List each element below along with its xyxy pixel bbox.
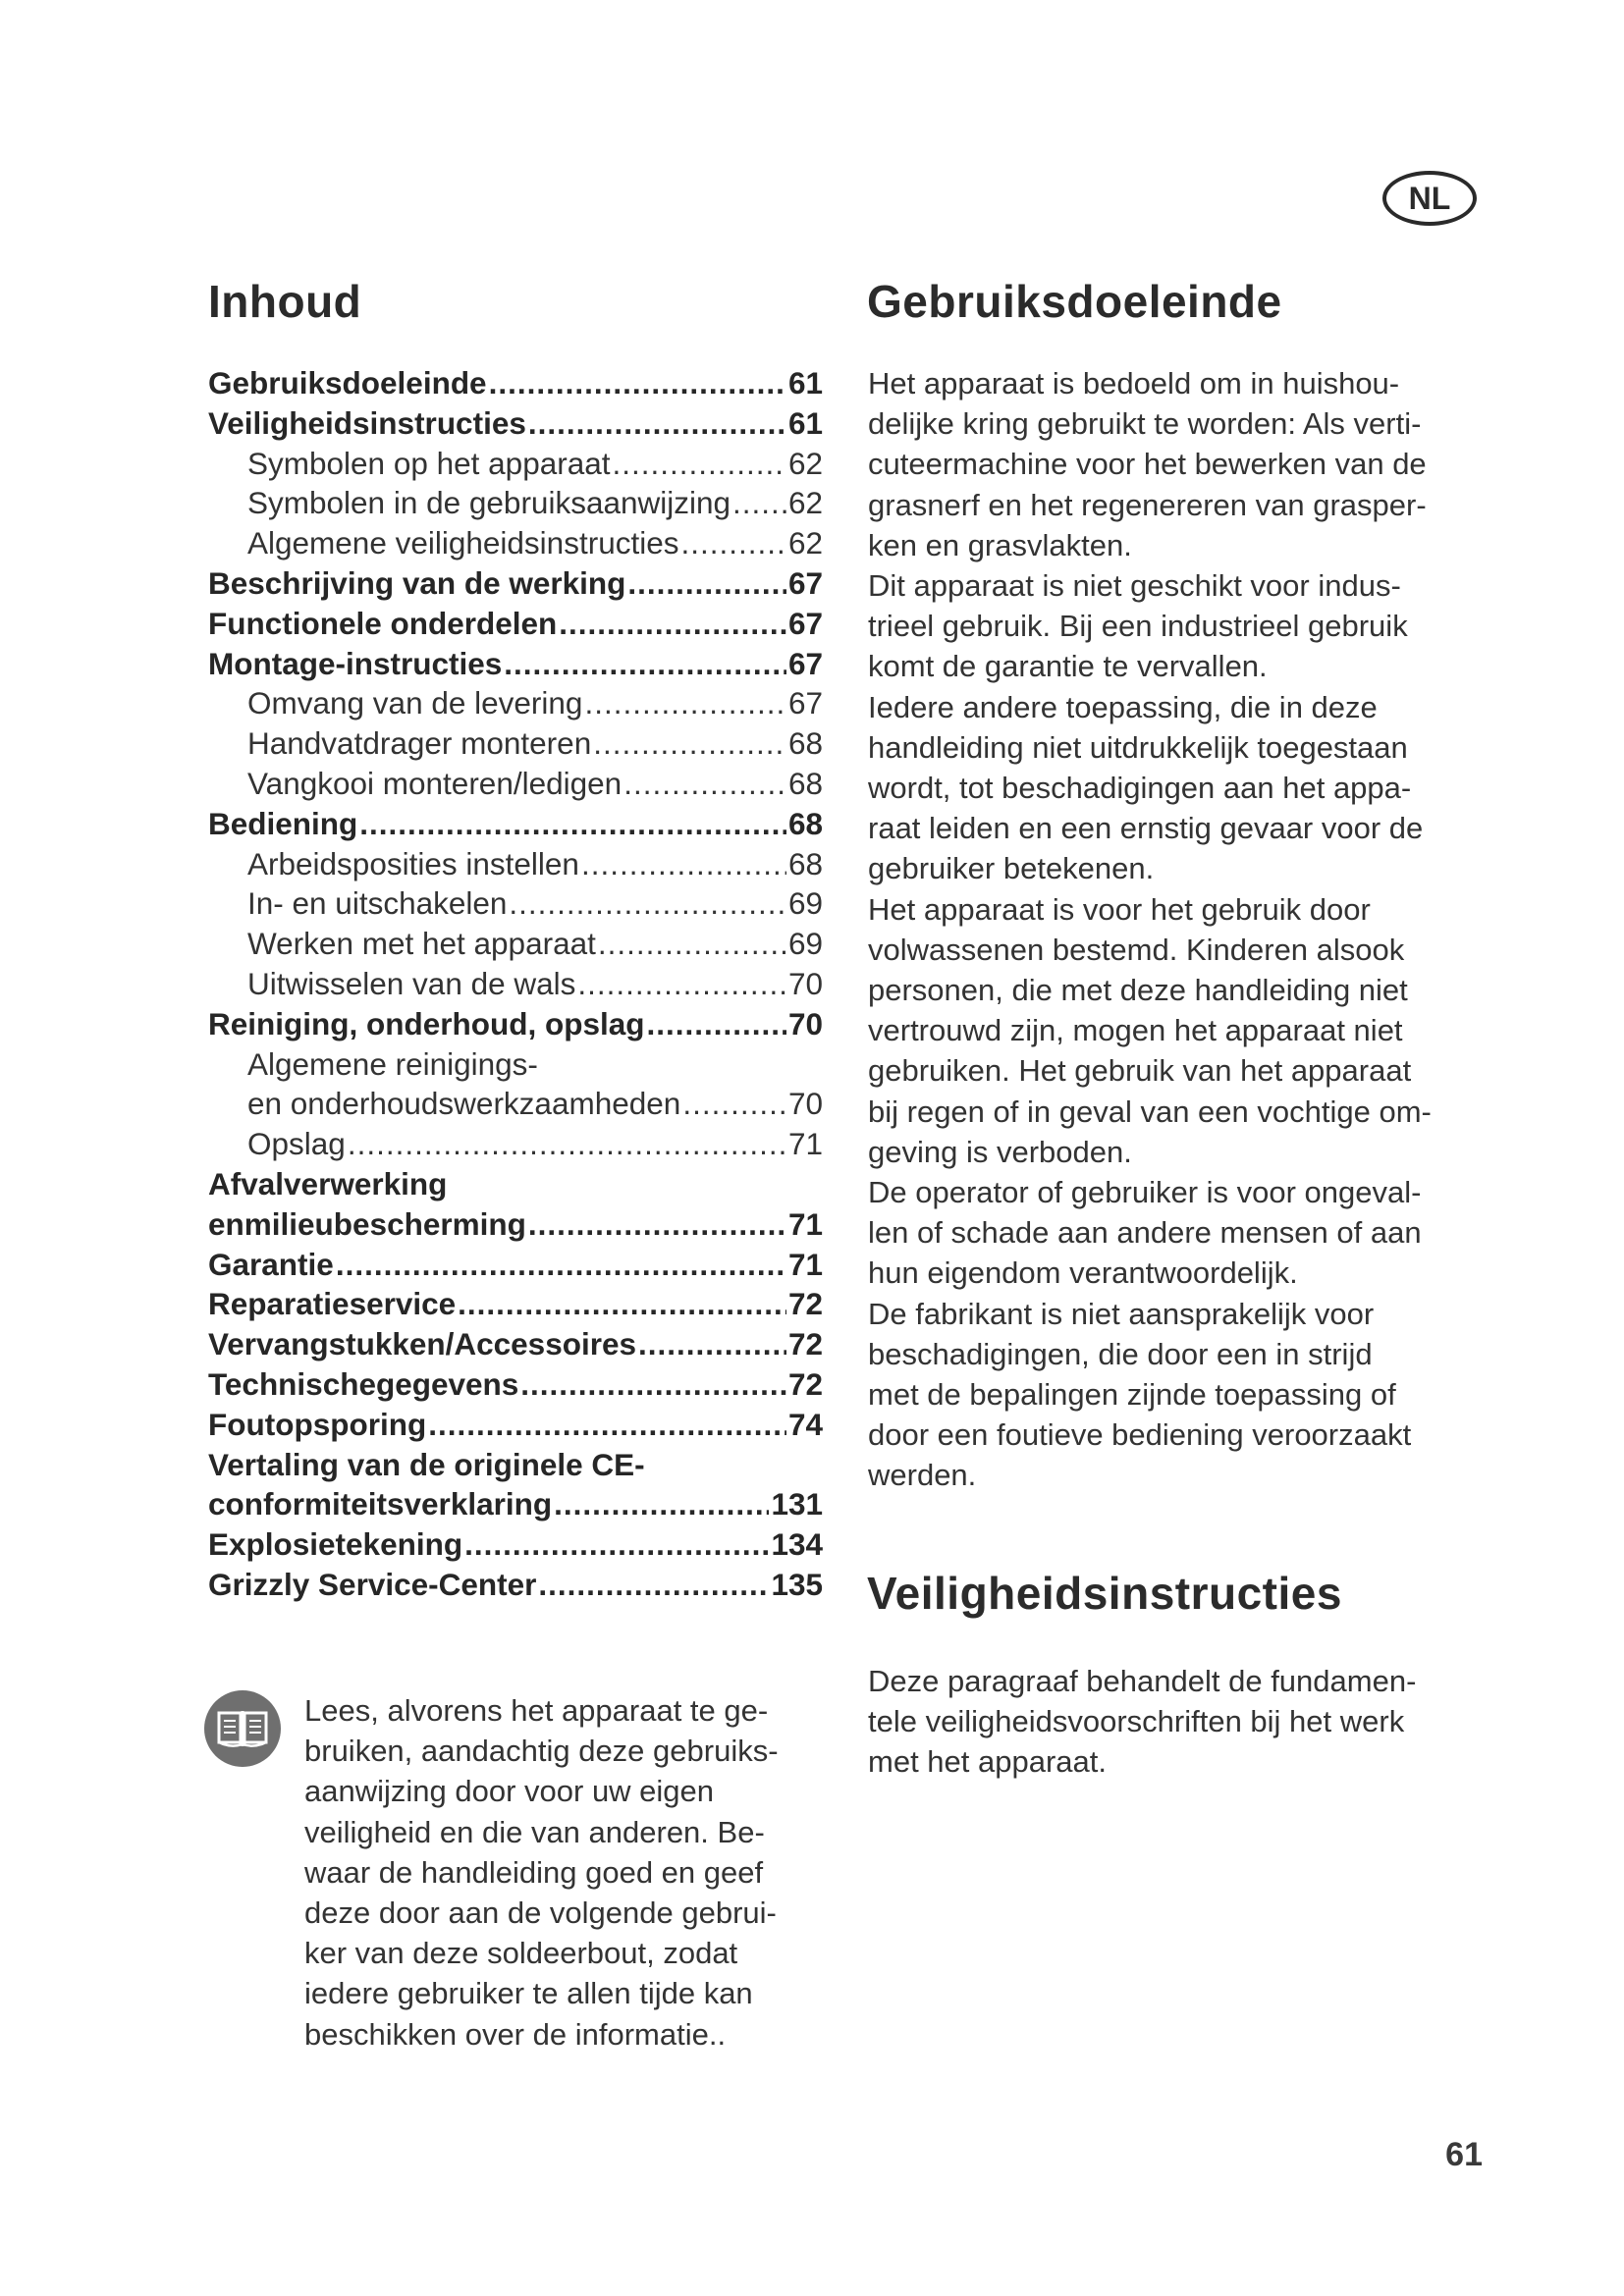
toc-entry-title: Symbolen in de gebruiksaanwijzing: [247, 485, 731, 521]
toc-entry[interactable]: [208, 1565, 823, 1605]
table-of-contents: [208, 363, 823, 1605]
toc-leader-dots: [680, 523, 785, 563]
section-title-gebruiksdoeleinde: Gebruiksdoeleinde: [867, 276, 1282, 327]
toc-entry-title: Reparatieservice: [208, 1286, 457, 1322]
text-line: Lees, alvorens het apparaat te ge-: [304, 1693, 769, 1728]
toc-entry-title: In- en uitschakelen: [247, 885, 508, 922]
toc-leader-dots: [682, 1084, 786, 1124]
note-text: [304, 1690, 854, 2055]
text-line: hun eigendom verantwoordelijk.: [868, 1255, 1298, 1291]
toc-entry-page: 72: [787, 1365, 823, 1402]
toc-leader-dots: [613, 444, 786, 484]
toc-entry-title: Algemene veiligheidsinstructies: [247, 525, 679, 561]
toc-entry-page: 74: [787, 1406, 823, 1442]
text-line: handleiding niet uitdrukkelijk toegestaan: [868, 729, 1408, 765]
toc-entry-page: 68: [787, 765, 823, 801]
toc-entry-page: 62: [787, 525, 823, 561]
toc-leader-dots: [336, 1245, 786, 1285]
toc-leader-dots: [458, 1284, 786, 1324]
text-line: gebruiker betekenen.: [868, 851, 1155, 886]
toc-entry[interactable]: [208, 764, 823, 804]
toc-entry[interactable]: [208, 1445, 823, 1485]
text-line: ken en grasvlakten.: [868, 527, 1132, 562]
toc-entry-title: Handvatdrager monteren: [247, 725, 592, 762]
toc-entry[interactable]: [208, 844, 823, 884]
toc-entry-title: Afvalverwerking: [208, 1165, 448, 1201]
toc-leader-dots: [638, 1324, 786, 1364]
text-line: personen, die met deze handleiding niet: [868, 973, 1408, 1008]
text-line: cuteermachine voor het bewerken van de: [868, 447, 1427, 482]
toc-entry-page: 134: [771, 1526, 823, 1563]
toc-entry-page: 70: [787, 1005, 823, 1041]
toc-entry[interactable]: [208, 1204, 823, 1245]
text-line: len of schade aan andere mensen of aan: [868, 1215, 1422, 1251]
toc-leader-dots: [428, 1405, 786, 1445]
toc-entry-title: Gebruiksdoeleinde: [208, 365, 487, 400]
toc-leader-dots: [598, 924, 786, 964]
toc-entry-page: 68: [787, 845, 823, 881]
toc-entry-page: 61: [787, 404, 823, 441]
text-line: grasnerf en het regenereren van grasper-: [868, 487, 1427, 522]
toc-entry[interactable]: [208, 1405, 823, 1445]
text-line: gebruiken. Het gebruik van het apparaat: [868, 1053, 1412, 1089]
toc-leader-dots: [577, 964, 786, 1004]
toc-leader-dots: [593, 723, 786, 764]
toc-leader-dots: [528, 1204, 786, 1245]
toc-entry[interactable]: [208, 723, 823, 764]
toc-entry-page: 62: [787, 485, 823, 521]
toc-leader-dots: [509, 883, 786, 924]
toc-title: Inhoud: [208, 276, 362, 327]
toc-entry-page: 67: [787, 645, 823, 681]
toc-entry-page: 68: [787, 805, 823, 841]
toc-leader-dots: [504, 644, 786, 684]
toc-entry-page: 69: [787, 885, 823, 922]
section-title-veiligheidsinstructies: Veiligheidsinstructies: [867, 1568, 1342, 1619]
text-line: aanwijzing door voor uw eigen: [304, 1774, 715, 1809]
toc-leader-dots: [348, 1124, 786, 1164]
toc-entry-title: Omvang van de levering: [247, 685, 583, 721]
toc-entry-page: 70: [787, 965, 823, 1001]
toc-entry[interactable]: [208, 924, 823, 964]
text-line: trieel gebruik. Bij een industrieel gebruik: [868, 609, 1408, 644]
text-line: geving is verboden.: [868, 1134, 1132, 1169]
toc-entry-page: 67: [787, 685, 823, 721]
toc-entry[interactable]: [208, 444, 823, 484]
toc-entry-page: 70: [787, 1086, 823, 1122]
toc-leader-dots: [581, 844, 786, 884]
toc-entry-page: 69: [787, 926, 823, 962]
toc-entry[interactable]: [208, 483, 823, 523]
toc-entry-title: Beschrijving van de werking: [208, 564, 626, 601]
toc-entry-title: Werken met het apparaat: [247, 926, 596, 962]
toc-entry-page: 68: [787, 725, 823, 762]
text-line: wordt, tot beschadigingen aan het appa-: [868, 771, 1412, 806]
toc-entry-title: Vangkooi monteren/ledigen: [247, 765, 623, 801]
toc-entry-page: 71: [787, 1246, 823, 1282]
text-line: komt de garantie te vervallen.: [868, 649, 1268, 684]
text-line: De operator of gebruiker is voor ongeval-: [868, 1175, 1422, 1210]
toc-entry-title: Vertaling van de originele CE-: [208, 1446, 645, 1482]
toc-entry[interactable]: [208, 363, 823, 403]
text-line: beschikken over de informatie..: [304, 2016, 727, 2052]
text-line: deze door aan de volgende gebrui-: [304, 1896, 777, 1931]
toc-entry[interactable]: [208, 1284, 823, 1324]
text-line: met de bepalingen zijnde toepassing of: [868, 1377, 1396, 1413]
toc-entry-page: 71: [787, 1126, 823, 1162]
language-badge: NL: [1382, 171, 1477, 226]
text-line: delijke kring gebruikt te worden: Als verti-: [868, 406, 1422, 442]
toc-entry[interactable]: [208, 1004, 823, 1044]
toc-leader-dots: [623, 764, 786, 804]
text-line: met het apparaat.: [868, 1744, 1107, 1780]
toc-entry[interactable]: [208, 1484, 823, 1524]
toc-entry[interactable]: [208, 403, 823, 444]
text-line: veiligheid en die van anderen. Be-: [304, 1814, 765, 1849]
toc-entry[interactable]: [208, 1084, 823, 1124]
toc-entry[interactable]: [208, 683, 823, 723]
text-line: ker van deze soldeerbout, zodat: [304, 1936, 738, 1971]
toc-entry-title: enmilieubescherming: [208, 1205, 526, 1242]
text-line: volwassenen bestemd. Kinderen alsook: [868, 932, 1405, 967]
toc-leader-dots: [646, 1004, 785, 1044]
toc-entry-title: Montage-instructies: [208, 645, 503, 681]
toc-entry-page: 71: [787, 1205, 823, 1242]
toc-entry-title: Bediening: [208, 805, 358, 841]
toc-leader-dots: [732, 483, 786, 523]
toc-entry[interactable]: [208, 1245, 823, 1285]
toc-entry[interactable]: [208, 1324, 823, 1364]
text-line: tele veiligheidsvoorschriften bij het werk: [868, 1704, 1405, 1739]
page-number: 61: [1445, 2136, 1483, 2173]
toc-entry[interactable]: [208, 563, 823, 604]
toc-entry-title: Technischegegevens: [208, 1365, 519, 1402]
toc-entry-title: Algemene reinigings-: [247, 1045, 538, 1082]
toc-entry-title: Reiniging, onderhoud, opslag: [208, 1005, 645, 1041]
toc-entry[interactable]: [208, 1164, 823, 1204]
toc-entry-title: Garantie: [208, 1246, 334, 1282]
toc-entry-title: en onderhoudswerkzaamheden: [247, 1086, 681, 1122]
toc-entry-page: 72: [787, 1286, 823, 1322]
toc-entry-title: Foutopsporing: [208, 1406, 427, 1442]
toc-entry[interactable]: [208, 1044, 823, 1085]
toc-entry[interactable]: [208, 604, 823, 644]
text-line: Iedere andere toepassing, die in deze: [868, 689, 1378, 724]
section-body-gebruiksdoeleinde: [868, 363, 1496, 1496]
text-line: waar de handleiding goed en geef: [304, 1854, 764, 1890]
text-line: bruiken, aandachtig deze gebruiks-: [304, 1734, 779, 1769]
text-line: Het apparaat is bedoeld om in huishou-: [868, 366, 1400, 400]
toc-entry[interactable]: [208, 1524, 823, 1565]
toc-entry-title: conformiteitsverklaring: [208, 1486, 553, 1522]
text-line: bij regen of in geval van een vochtige om-: [868, 1094, 1432, 1129]
text-line: Deze paragraaf behandelt de fundamen-: [868, 1664, 1417, 1698]
text-line: Het apparaat is voor het gebruik door: [868, 891, 1371, 927]
toc-entry-page: 67: [787, 564, 823, 601]
toc-entry[interactable]: [208, 1364, 823, 1405]
text-line: De fabrikant is niet aansprakelijk voor: [868, 1296, 1375, 1331]
toc-leader-dots: [559, 604, 786, 644]
toc-entry-title: Explosietekening: [208, 1526, 463, 1563]
toc-entry-page: 135: [771, 1566, 823, 1602]
toc-entry-title: Uitwisselen van de wals: [247, 965, 576, 1001]
text-line: Dit apparaat is niet geschikt voor indus-: [868, 568, 1401, 604]
toc-entry[interactable]: [208, 1124, 823, 1164]
toc-leader-dots: [528, 403, 786, 444]
text-line: raat leiden en een ernstig gevaar voor de: [868, 811, 1424, 846]
book-icon: [204, 1690, 281, 1767]
toc-leader-dots: [359, 804, 786, 844]
toc-leader-dots: [489, 363, 786, 403]
toc-entry-title: Grizzly Service-Center: [208, 1566, 537, 1602]
text-line: beschadigingen, die door een in strijd: [868, 1336, 1373, 1371]
text-line: werden.: [868, 1458, 977, 1493]
toc-entry-title: Vervangstukken/Accessoires: [208, 1326, 637, 1362]
text-line: iedere gebruiker te allen tijde kan: [304, 1976, 753, 2011]
toc-leader-dots: [538, 1565, 769, 1605]
toc-leader-dots: [584, 683, 786, 723]
toc-entry-title: Arbeidsposities instellen: [247, 845, 579, 881]
toc-entry-title: Functionele onderdelen: [208, 605, 558, 641]
toc-leader-dots: [554, 1484, 769, 1524]
toc-leader-dots: [520, 1364, 786, 1405]
section-body-veiligheidsinstructies: [868, 1661, 1496, 1783]
toc-entry[interactable]: [208, 804, 823, 844]
toc-entry-page: 131: [771, 1486, 823, 1522]
toc-entry-title: Veiligheidsinstructies: [208, 404, 526, 441]
toc-entry-page: 72: [787, 1326, 823, 1362]
toc-entry[interactable]: [208, 964, 823, 1004]
toc-leader-dots: [627, 563, 786, 604]
toc-entry-page: 61: [787, 365, 823, 400]
toc-entry-page: 67: [787, 605, 823, 641]
toc-entry-page: 62: [787, 445, 823, 481]
toc-entry[interactable]: [208, 883, 823, 924]
toc-entry[interactable]: [208, 644, 823, 684]
toc-entry[interactable]: [208, 523, 823, 563]
toc-entry-title: Symbolen op het apparaat: [247, 445, 611, 481]
text-line: door een foutieve bediening veroorzaakt: [868, 1417, 1412, 1453]
toc-entry-title: Opslag: [247, 1126, 346, 1162]
text-line: vertrouwd zijn, mogen het apparaat niet: [868, 1013, 1403, 1048]
toc-leader-dots: [464, 1524, 769, 1565]
